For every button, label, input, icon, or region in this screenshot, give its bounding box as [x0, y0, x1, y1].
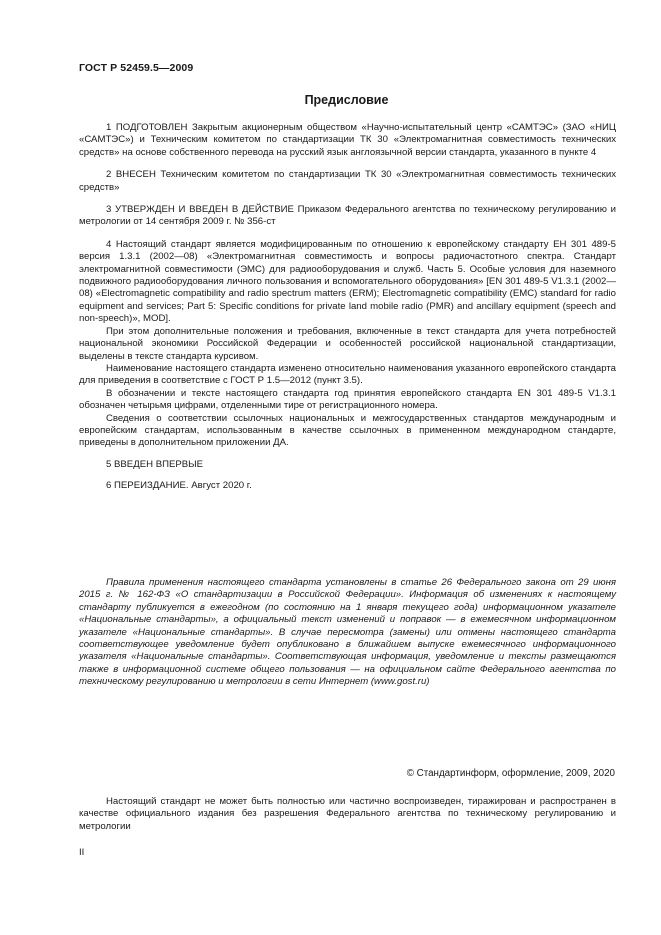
preface-item-4-note-name: Наименование настоящего стандарта изменено относительно наименования указанного европейского стандарта для приведения в соответствие с ГОСТ Р 1.5—2012 (пункт 3.5). [79, 362, 616, 387]
preface-item-2: 2 ВНЕСЕН Техническим комитетом по стандартизации ТК 30 «Электромагнитная совместимость технических средств» [79, 169, 616, 193]
preface-item-5: 5 ВВЕДЕН ВПЕРВЫЕ [106, 458, 204, 470]
reproduction-notice [79, 796, 616, 833]
preface-item-4: 4 Настоящий стандарт является модифицированным по отношению к европейскому стандарту ЕН 301 489-5 версия 1.3.1 (2002—08) «Электромагнитная совместимость и вопросы радиочастотного спектра. Стандарт электромагнитной совместимости (ЭМС) для радиооборудования и служб. Часть 5. Особые условия для наземного подвижного радиооборудования личного пользования и вспомогательного оборудования» [EN 301 489-5 V1.3.1 (2002—08) «Electromagnetic compatibility and radio spectrum matters (ERM); Electromagnetic compatibility (EMC) standard for radio equipment and services; Part 5: Specific conditions for private land mobile radio (PMR) and ancillary equipment (speech and non-speech)», MOD]. [79, 238, 616, 325]
copyright-line: © Стандартинформ, оформление, 2009, 2020 [406, 768, 615, 779]
preface-item-6: 6 ПЕРЕИЗДАНИЕ. Август 2020 г. [106, 480, 252, 492]
preface-item-3: 3 УТВЕРЖДЕН И ВВЕДЕН В ДЕЙСТВИЕ Приказом Федерального агентства по техническому регулированию и метрологии от 14 сентября 2009 г. № 356-ст [79, 204, 616, 228]
page-title [0, 93, 661, 107]
preface-body [79, 122, 616, 493]
application-notice [79, 577, 616, 689]
application-notice-text: Правила применения настоящего стандарта установлены в статье 26 Федерального закона от 29 июня 2015 г. № 162-ФЗ «О стандартизации в Российской Федерации». Информация об изменениях к настоящему стандарту публикуется в ежегодном (по состоянию на 1 января текущего года) информационном указателе «Национальные стандарты», а официальный текст изменений и поправок — в ежемесячном информационном указателе «Национальные стандарты». В случае пересмотра (замены) или отмены настоящего стандарта соответствующее уведомление будет опубликовано в ближайшем выпуске ежемесячного информационного указателя «Национальные стандарты». Соответствующая информация, уведомление и тексты размещаются также в информационной системе общего пользования — на официальном сайте Федерального агентства по техническому регулированию и метрологии в сети Интернет (www.gost.ru) [79, 577, 616, 688]
reproduction-notice-text: Настоящий стандарт не может быть полностью или частично воспроизведен, тиражирован и распространен в качестве официального издания без разрешения Федерального агентства по техническому регулированию и метрологии [79, 796, 616, 832]
page-number: II [79, 847, 85, 858]
preface-item-4-note-references: Сведения о соответствии ссылочных национальных и межгосударственных стандартов международным и европейским стандартам, использованным в качестве ссылочных в примененном международном стандарте, приведены в дополнительном приложении ДА. [79, 412, 616, 449]
document-header-id: ГОСТ Р 52459.5—2009 [79, 62, 194, 74]
preface-item-1: 1 ПОДГОТОВЛЕН Закрытым акционерным обществом «Научно-испытательный центр «САМТЭС» (ЗАО «НИЦ «САМТЭС») и Техническим комитетом по стандартизации ТК 30 «Электромагнитная совместимость технических средств» на основе собственного перевода на русский язык англоязычной версии стандарта, указанного в пункте 4 [79, 122, 616, 158]
page-title-text: Предисловие [304, 93, 389, 107]
preface-item-4-note-additions: При этом дополнительные положения и требования, включенные в текст стандарта для учета потребностей национальной экономики Российской Федерации и особенностей российской национальной стандартизации, выделены в тексте стандарта курсивом. [79, 325, 616, 362]
preface-item-4-note-year: В обозначении и тексте настоящего стандарта год принятия европейского стандарта EN 301 489-5 V1.3.1 обозначен четырьмя цифрами, отделенными тире от регистрационного номера. [79, 387, 616, 412]
